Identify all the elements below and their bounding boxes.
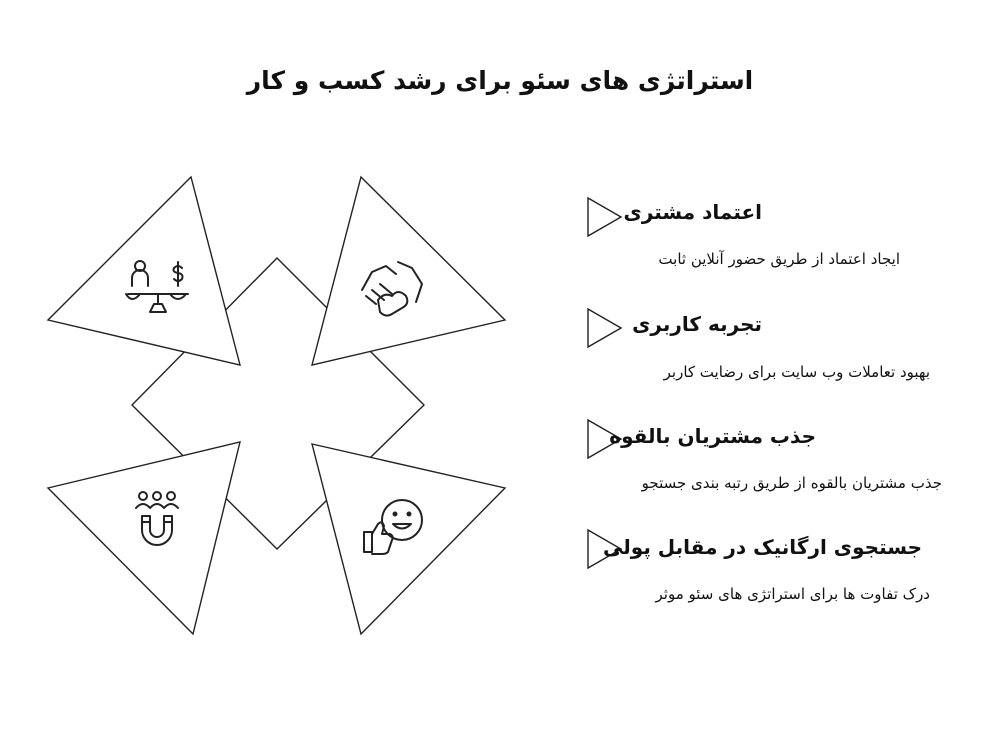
item-arrow-2-icon (588, 309, 621, 347)
item-description-4: درک تفاوت ها برای استراتژی های سئو موثر (655, 585, 930, 603)
item-title-4: جستجوی ارگانیک در مقابل پولی (603, 535, 922, 559)
item-description-2: بهبود تعاملات وب سایت برای رضایت کاربر (663, 363, 930, 381)
item-description-1: ایجاد اعتماد از طریق حضور آنلاین ثابت (658, 250, 900, 268)
item-title-2: تجربه کاربری (632, 312, 762, 336)
item-description-3: جذب مشتریان بالقوه از طریق رتبه بندی جستجو (641, 474, 942, 492)
page-title: استراتژی های سئو برای رشد کسب و کار (246, 66, 754, 95)
item-arrow-1-icon (588, 198, 621, 236)
item-title-3: جذب مشتریان بالقوه (609, 424, 816, 448)
item-title-1: اعتماد مشتری (623, 200, 762, 224)
triangle-top-right (312, 177, 505, 365)
